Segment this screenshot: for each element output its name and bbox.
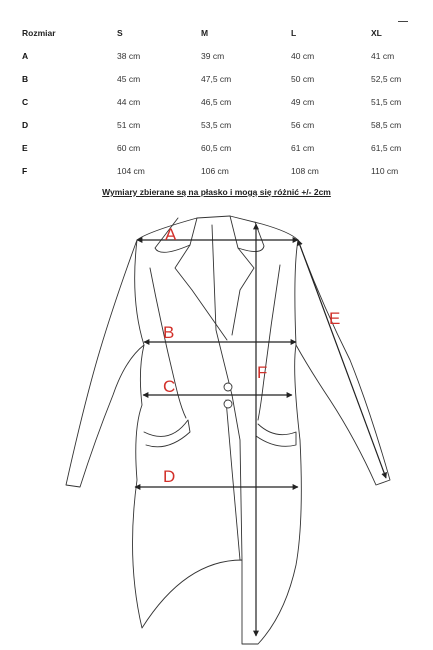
row-label: F [22,165,28,176]
measurement-labels [163,225,340,486]
table-cell: 53,5 cm [201,119,232,130]
row-label: E [22,142,28,153]
table-cell: 44 cm [117,96,141,107]
table-cell: 38 cm [117,50,141,61]
table-cell: 61 cm [291,142,315,153]
table-cell: 106 cm [201,165,229,176]
header-cell: XL [371,28,382,38]
table-cell: 52,5 cm [371,73,402,84]
table-row [22,44,431,67]
row-label: B [22,73,29,84]
coat-button [224,400,232,408]
label-e: E [329,309,341,328]
label-b: B [163,323,175,342]
table-cell: 39 cm [201,50,225,61]
coat-button [224,383,232,391]
table-cell: 104 cm [117,165,145,176]
table-row [22,136,431,159]
table-row [22,159,431,182]
table-cell: 49 cm [291,96,315,107]
table-cell: 46,5 cm [201,96,232,107]
table-cell: 56 cm [291,119,315,130]
table-cell: 47,5 cm [201,73,232,84]
table-cell: 58,5 cm [371,119,402,130]
table-cell: 41 cm [371,50,395,61]
size-table-header [22,22,431,44]
table-row [22,67,431,90]
measurement-note: Wymiary zbierane są na płasko i mogą się różnić +/- 2cm [102,187,331,197]
label-d: D [163,467,176,486]
label-c: C [163,377,176,396]
table-cell: 60 cm [117,142,141,153]
table-cell: 50 cm [291,73,315,84]
row-label: D [22,119,29,130]
size-table [22,22,431,182]
row-label: A [22,50,29,61]
table-cell: 45 cm [117,73,141,84]
header-cell: L [291,28,297,38]
table-cell: 60,5 cm [201,142,232,153]
table-cell: 108 cm [291,165,319,176]
arrow-e [298,240,386,478]
table-row [22,113,431,136]
table-cell: 110 cm [371,165,399,176]
table-cell: 61,5 cm [371,142,402,153]
coat-outline [66,216,390,644]
table-cell: 40 cm [291,50,315,61]
table-cell: 51 cm [117,119,141,130]
table-row [22,90,431,113]
table-cell: 51,5 cm [371,96,402,107]
label-a: A [165,225,177,244]
row-label: C [22,96,29,107]
header-cell: M [201,28,209,38]
header-cell: S [117,28,123,38]
coat-measurement-diagram [0,200,433,650]
header-cell: Rozmiar [22,28,56,38]
label-f: F [257,363,268,382]
